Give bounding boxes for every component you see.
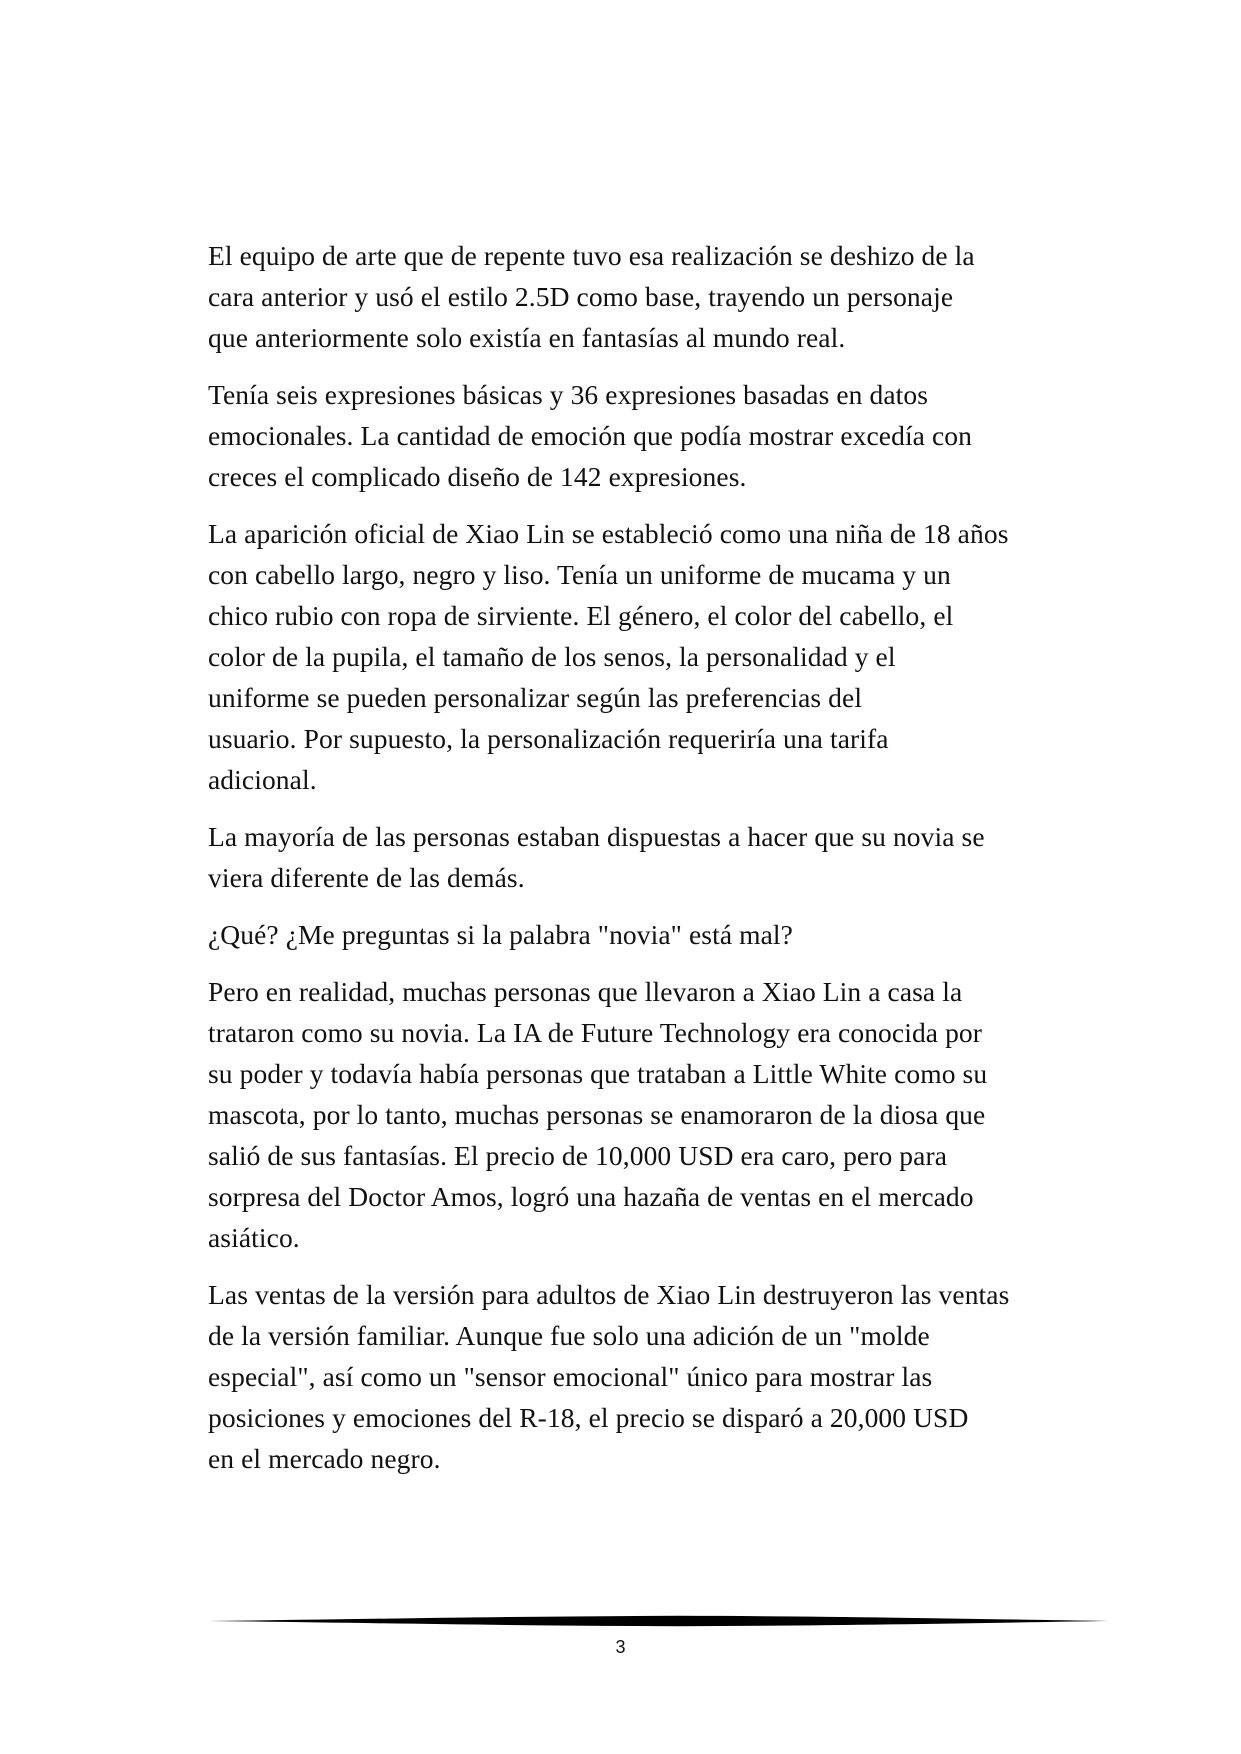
text-line: adicional. [208, 764, 317, 795]
text-line: trataron como su novia. La IA de Future Technology era conocida por [208, 1017, 983, 1048]
paragraph [208, 374, 1078, 497]
text-line: sorpresa del Doctor Amos, logró una hazaña de ventas en el mercado [208, 1181, 974, 1212]
text-line: ¿Qué? ¿Me preguntas si la palabra "novia" está mal? [208, 919, 793, 950]
paragraph [208, 1274, 1078, 1479]
page-number: 3 [615, 1637, 626, 1657]
body-text [208, 235, 1078, 1495]
text-line: emocionales. La cantidad de emoción que podía mostrar excedía con [208, 420, 972, 451]
paragraph [208, 513, 1078, 800]
text-line: posiciones y emociones del R-18, el precio se disparó a 20,000 USD [208, 1402, 969, 1433]
text-line: usuario. Por supuesto, la personalización requeriría una tarifa [208, 723, 889, 754]
text-line: cara anterior y usó el estilo 2.5D como base, trayendo un personaje [208, 281, 954, 312]
text-line: Pero en realidad, muchas personas que llevaron a Xiao Lin a casa la [208, 976, 963, 1007]
text-line: La mayoría de las personas estaban dispuestas a hacer que su novia se [208, 821, 985, 852]
paragraph [208, 914, 1078, 955]
text-line: Las ventas de la versión para adultos de Xiao Lin destruyeron las ventas [208, 1279, 1010, 1310]
text-line: La aparición oficial de Xiao Lin se estableció como una niña de 18 años [208, 518, 1009, 549]
text-line: Tenía seis expresiones básicas y 36 expresiones basadas en datos [208, 379, 929, 410]
paragraph [208, 816, 1078, 898]
paragraph [208, 971, 1078, 1258]
text-line: creces el complicado diseño de 142 expresiones. [208, 461, 747, 492]
text-line: que anteriormente solo existía en fantasías al mundo real. [208, 322, 846, 353]
text-line: con cabello largo, negro y liso. Tenía un uniforme de mucama y un [208, 559, 951, 590]
text-line: El equipo de arte que de repente tuvo esa realización se deshizo de la [208, 240, 975, 271]
text-line: mascota, por lo tanto, muchas personas se enamoraron de la diosa que [208, 1099, 986, 1130]
text-line: de la versión familiar. Aunque fue solo una adición de un "molde [208, 1320, 930, 1351]
text-line: asiático. [208, 1222, 300, 1253]
text-line: uniforme se pueden personalizar según las preferencias del [208, 682, 863, 713]
text-line: chico rubio con ropa de sirviente. El género, el color del cabello, el [208, 600, 954, 631]
paragraph [208, 235, 1078, 358]
text-line: salió de sus fantasías. El precio de 10,000 USD era caro, pero para [208, 1140, 948, 1171]
text-line: su poder y todavía había personas que trataban a Little White como su [208, 1058, 988, 1089]
text-line: especial", así como un "sensor emocional" único para mostrar las [208, 1361, 933, 1392]
footer-divider [208, 1613, 1108, 1629]
text-line: en el mercado negro. [208, 1443, 441, 1474]
text-line: color de la pupila, el tamaño de los senos, la personalidad y el [208, 641, 896, 672]
text-line: viera diferente de las demás. [208, 862, 525, 893]
